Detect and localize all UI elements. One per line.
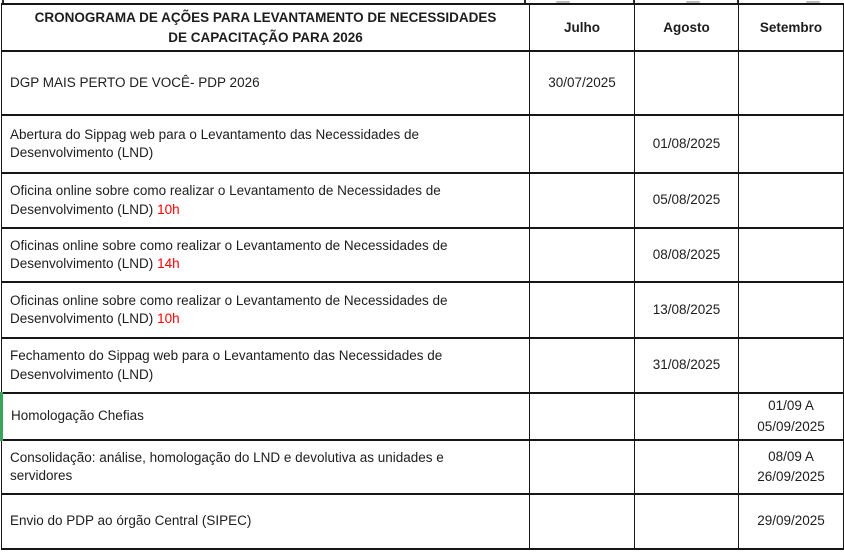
- column-header-setembro[interactable]: Setembro: [739, 4, 844, 51]
- task-label: Oficina online sobre como realizar o Levantamento de Necessidades de Desenvolvimento (LND): [10, 183, 441, 217]
- date-cell-setembro[interactable]: [739, 51, 844, 115]
- table-row: [2, 115, 844, 173]
- date-cell-julho[interactable]: [530, 440, 635, 494]
- date-cell-setembro[interactable]: [739, 338, 844, 393]
- date-cell-julho[interactable]: [530, 494, 635, 549]
- date-cell-setembro[interactable]: [739, 115, 844, 173]
- date-cell-agosto[interactable]: 08/08/2025: [635, 228, 739, 282]
- task-cell[interactable]: [2, 338, 530, 393]
- task-cell[interactable]: [2, 228, 530, 282]
- date-cell-agosto[interactable]: 05/08/2025: [635, 173, 739, 228]
- task-label: Envio do PDP ao órgão Central (SIPEC): [10, 513, 252, 529]
- date-cell-julho[interactable]: [530, 228, 635, 282]
- table-row: [2, 494, 844, 549]
- task-cell[interactable]: [2, 440, 530, 494]
- table-title-cell[interactable]: [2, 4, 530, 51]
- task-cell[interactable]: [2, 494, 530, 549]
- column-header-julho[interactable]: Julho: [530, 4, 635, 51]
- date-cell-julho[interactable]: [530, 338, 635, 393]
- table-title: CRONOGRAMA DE AÇÕES PARA LEVANTAMENTO DE NECESSIDADES DE CAPACITAÇÃO PARA 2026: [34, 9, 497, 45]
- header-row: [2, 4, 844, 51]
- task-time-highlight: 10h: [157, 311, 180, 326]
- task-cell[interactable]: [2, 115, 530, 173]
- task-label: Abertura do Sippag web para o Levantamento das Necessidades de Desenvolvimento (LND): [10, 126, 420, 160]
- task-label: Oficinas online sobre como realizar o Levantamento de Necessidades de Desenvolvimento (LND): [10, 237, 448, 271]
- task-label: Consolidação: análise, homologação do LND e devolutiva as unidades e servidores: [10, 449, 444, 483]
- task-label: Fechamento do Sippag web para o Levantamento das Necessidades de Desenvolvimento (LND): [10, 348, 443, 382]
- table-row: [2, 440, 844, 494]
- task-time-highlight: 10h: [157, 201, 180, 217]
- task-label: DGP MAIS PERTO DE VOCÊ- PDP 2026: [10, 74, 260, 90]
- table-row: [2, 282, 844, 338]
- table-row-selected: [2, 393, 844, 440]
- date-cell-setembro[interactable]: 08/09 A 26/09/2025: [739, 440, 844, 494]
- date-cell-agosto[interactable]: [635, 393, 739, 440]
- date-cell-setembro[interactable]: 29/09/2025: [739, 494, 844, 549]
- table-row: [2, 228, 844, 282]
- date-cell-setembro[interactable]: 01/09 A 05/09/2025: [739, 393, 844, 440]
- task-cell[interactable]: [2, 51, 530, 115]
- task-cell[interactable]: [2, 393, 530, 440]
- date-cell-julho[interactable]: [530, 282, 635, 338]
- date-cell-julho[interactable]: [530, 173, 635, 228]
- task-cell[interactable]: [2, 282, 530, 338]
- date-cell-julho[interactable]: [530, 393, 635, 440]
- table-row: [2, 51, 844, 115]
- task-label: Oficinas online sobre como realizar o Levantamento de Necessidades de Desenvolvimento (LND): [10, 292, 448, 326]
- date-cell-agosto[interactable]: [635, 494, 739, 549]
- task-label: Homologação Chefias: [11, 408, 144, 424]
- date-cell-agosto[interactable]: [635, 440, 739, 494]
- table-row: [2, 338, 844, 393]
- date-cell-agosto[interactable]: 13/08/2025: [635, 282, 739, 338]
- date-cell-julho[interactable]: [530, 115, 635, 173]
- date-cell-agosto[interactable]: 01/08/2025: [635, 115, 739, 173]
- column-header-agosto[interactable]: Agosto: [635, 4, 739, 51]
- table-row: [2, 173, 844, 228]
- date-cell-setembro[interactable]: [739, 282, 844, 338]
- date-cell-setembro[interactable]: [739, 228, 844, 282]
- task-cell[interactable]: [2, 173, 530, 228]
- date-cell-agosto[interactable]: [635, 51, 739, 115]
- task-time-highlight: 14h: [157, 256, 180, 271]
- date-cell-julho[interactable]: 30/07/2025: [530, 51, 635, 115]
- cronograma-table: [0, 3, 844, 550]
- date-cell-setembro[interactable]: [739, 173, 844, 228]
- date-cell-agosto[interactable]: 31/08/2025: [635, 338, 739, 393]
